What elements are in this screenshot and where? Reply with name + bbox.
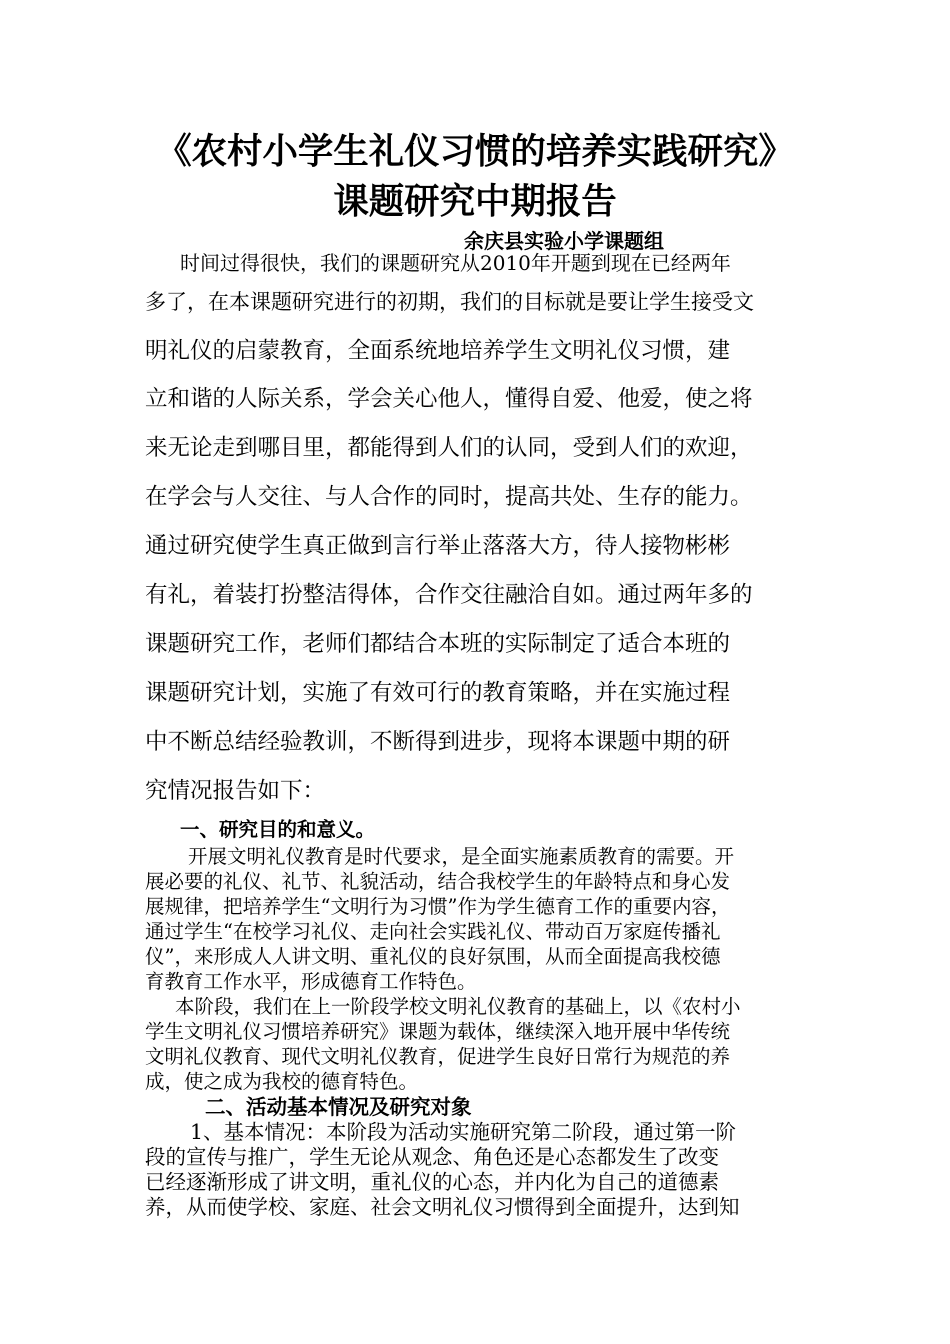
paragraph-line: 养，从而使学校、家庭、社会文明礼仪习惯得到全面提升，达到知 (145, 1195, 740, 1219)
paragraph-line: 文明礼仪教育、现代文明礼仪教育，促进学生良好日常行为规范的养 (145, 1045, 731, 1068)
intro-line: 有礼，着装打扮整洁得体，合作交往融洽自如。通过两年多的 (145, 582, 753, 608)
intro-line: 在学会与人交往、与人合作的同时，提高共处、生存的能力。 (145, 484, 753, 510)
intro-line: 中不断总结经验教训，不断得到进步，现将本课题中期的研 (145, 729, 731, 755)
paragraph-line: 学生文明礼仪习惯培养研究》课题为载体，继续深入地开展中华传统 (145, 1020, 731, 1043)
document-subtitle: 课题研究中期报告 (333, 181, 617, 222)
intro-line: 课题研究工作，老师们都结合本班的实际制定了适合本班的 (145, 631, 731, 657)
author-line: 余庆县实验小学课题组 (464, 229, 664, 253)
paragraph-line: 通过学生“在校学习礼仪、走向社会实践礼仪、带动百万家庭传播礼 (145, 920, 721, 943)
intro-line: 时间过得很快，我们的课题研究从2010年开题到现在已经两年 (180, 251, 731, 275)
section-heading: 一、研究目的和意义。 (180, 818, 376, 841)
paragraph-line: 成，使之成为我校的德育特色。 (145, 1070, 419, 1093)
paragraph-line: 本阶段，我们在上一阶段学校文明礼仪教育的基础上，以《农村小 (175, 995, 741, 1018)
paragraph-line: 育教育工作水平，形成德育工作特色。 (145, 970, 477, 993)
paragraph-line: 开展文明礼仪教育是时代要求，是全面实施素质教育的需要。开 (188, 845, 735, 868)
document-title: 《农村小学生礼仪习惯的培养实践研究》 (156, 131, 794, 172)
paragraph-line: 已经逐渐形成了讲文明，重礼仪的心态，并内化为自己的道德素 (145, 1170, 719, 1194)
intro-line: 来无论走到哪目里，都能得到人们的认同，受到人们的欢迎， (145, 435, 753, 461)
intro-line: 立和谐的人际关系，学会关心他人，懂得自爱、他爱，使之将 (145, 386, 753, 412)
intro-line: 多了，在本课题研究进行的初期，我们的目标就是要让学生接受文 (145, 290, 754, 314)
paragraph-line: 展规律，把培养学生“文明行为习惯”作为学生德育工作的重要内容， (145, 895, 731, 918)
paragraph-line: 仪”，来形成人人讲文明、重礼仪的良好氛围，从而全面提高我校德 (145, 945, 721, 968)
paragraph-line: 段的宣传与推广，学生无论从观念、角色还是心态都发生了改变 (145, 1145, 719, 1169)
section-heading: 二、活动基本情况及研究对象 (205, 1095, 472, 1119)
intro-line: 明礼仪的启蒙教育，全面系统地培养学生文明礼仪习惯，建 (145, 338, 731, 364)
paragraph-line: 1、基本情况：本阶段为活动实施研究第二阶段，通过第一阶 (190, 1120, 737, 1144)
intro-line: 课题研究计划，实施了有效可行的教育策略，并在实施过程 (145, 680, 731, 706)
intro-line: 究情况报告如下： (145, 778, 326, 804)
intro-line: 通过研究使学生真正做到言行举止落落大方，待人接物彬彬 (145, 533, 731, 559)
paragraph-line: 展必要的礼仪、礼节、礼貌活动，结合我校学生的年龄特点和身心发 (145, 870, 731, 893)
